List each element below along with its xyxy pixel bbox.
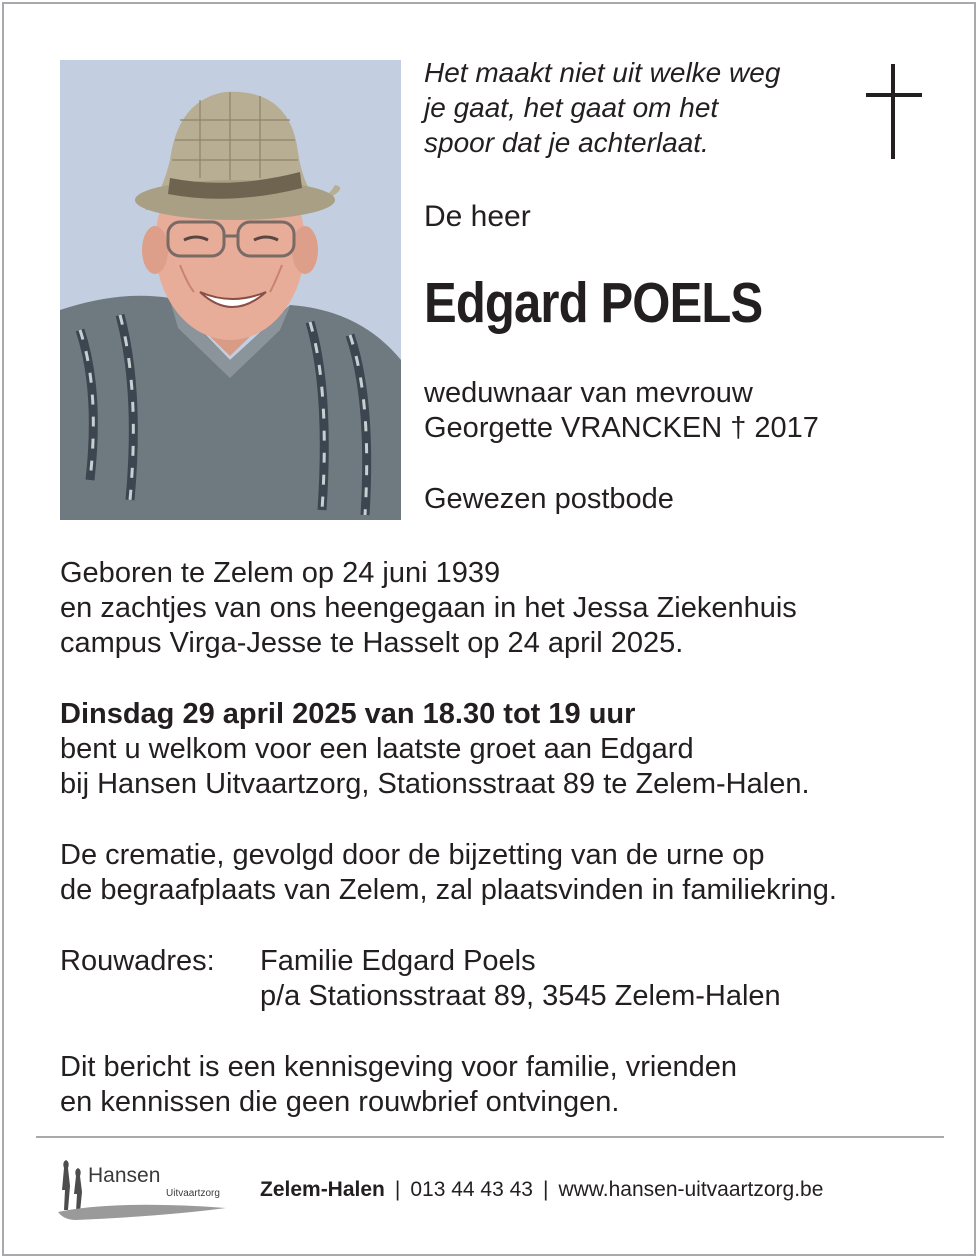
phone-number: 013 44 43 43	[410, 1178, 533, 1201]
address-line: p/a Stationsstraat 89, 3545 Zelem-Halen	[260, 980, 781, 1012]
quote-line: spoor dat je achterlaat.	[424, 127, 709, 158]
contact-line	[260, 1178, 823, 1202]
memorial-quote	[424, 55, 844, 160]
cross-icon	[866, 64, 922, 159]
text-line: bent u welkom voor een laatste groet aan Edgard	[60, 733, 694, 765]
town: Zelem-Halen	[260, 1178, 385, 1201]
text-line: bij Hansen Uitvaartzorg, Stationsstraat 89 te Zelem-Halen.	[60, 768, 810, 800]
logo-name: Hansen	[88, 1164, 161, 1187]
address-line: Familie Edgard Poels	[260, 945, 536, 977]
text-line: Dit bericht is een kennisgeving voor familie, vrienden	[60, 1051, 738, 1083]
text-line: de begraafplaats van Zelem, zal plaatsvinden in familiekring.	[60, 874, 837, 906]
birth-death-section	[60, 556, 960, 661]
address-label-spacer	[60, 979, 260, 1014]
address-row	[60, 944, 960, 979]
visitation-section	[60, 697, 960, 802]
widower-info	[424, 376, 819, 446]
footer	[56, 1156, 936, 1226]
text-line: en kennissen die geen rouwbrief ontvingen.	[60, 1086, 620, 1118]
visitation-heading: Dinsdag 29 april 2025 van 18.30 tot 19 uur	[60, 698, 636, 730]
honorific: De heer	[424, 200, 531, 233]
footer-divider	[36, 1136, 944, 1138]
funeral-home-logo	[56, 1156, 246, 1224]
text-line: en zachtjes van ons heengegaan in het Jessa Ziekenhuis	[60, 592, 797, 624]
deceased-name: Edgard POELS	[424, 271, 763, 335]
notice-section	[60, 1050, 960, 1120]
quote-line: Het maakt niet uit welke weg	[424, 57, 781, 88]
quote-line: je gaat, het gaat om het	[424, 92, 719, 123]
text-line: Geboren te Zelem op 24 juni 1939	[60, 557, 501, 589]
widower-line: weduwnaar van mevrouw	[424, 377, 753, 409]
address-label: Rouwadres:	[60, 945, 215, 977]
separator: |	[394, 1178, 401, 1201]
website-link[interactable]: www.hansen-uitvaartzorg.be	[558, 1178, 824, 1201]
cremation-section	[60, 838, 960, 908]
portrait-photo	[60, 60, 401, 520]
text-line: campus Virga-Jesse te Hasselt op 24 april 2025.	[60, 627, 684, 659]
logo-subtitle: Uitvaartzorg	[166, 1188, 220, 1199]
occupation: Gewezen postbode	[424, 483, 674, 515]
mourning-address-section	[60, 944, 960, 1014]
widower-line: Georgette VRANCKEN † 2017	[424, 412, 819, 444]
text-line: De crematie, gevolgd door de bijzetting van de urne op	[60, 839, 765, 871]
separator: |	[542, 1178, 549, 1201]
address-row	[60, 979, 960, 1014]
